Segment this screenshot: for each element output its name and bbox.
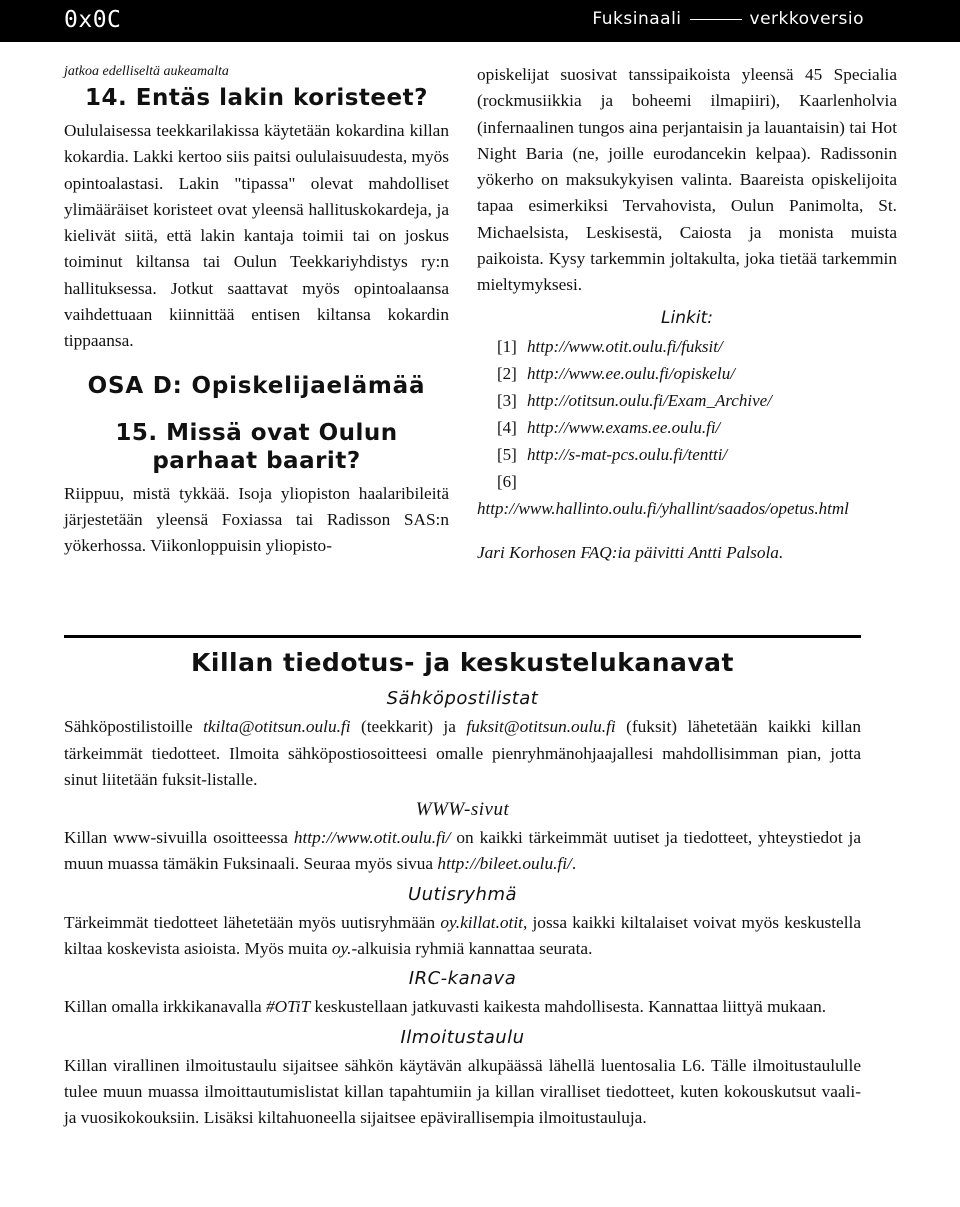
fuksi-list-address[interactable]: fuksit@otitsun.oulu.fi xyxy=(466,717,616,737)
newsgroup-heading: Uutisryhmä xyxy=(407,883,518,905)
link-url[interactable]: http://www.exams.ee.oulu.fi/ xyxy=(527,417,721,437)
newsgroup-name: oy.killat.otit xyxy=(440,912,523,932)
continued-note: jatkoa edelliseltä aukeamalta xyxy=(64,64,229,79)
irc-heading: IRC-kanava xyxy=(408,968,517,990)
www-text xyxy=(64,825,861,877)
page-number: 0x0C xyxy=(64,7,122,33)
noticeboard-text: Killan virallinen ilmoitustaulu sijaitsee sähkön käytävän alkupäässä lähellä luentosalia L6. Tälle ilmoitustaululle tulee muun muassa ilmoittautumislistat killan tapahtumiin ja killan viralliset tiedotteet, kuten kokouskutsut vaali- ja vuosikokouksiin. Lisäksi kiltahuoneella sijaitsee epävirallisempia ilmoitustauluja. xyxy=(64,1055,861,1128)
newsgroup-text xyxy=(64,910,861,962)
question-15-text: Riippuu, mistä tykkää. Isoja yliopiston haalaribileitä järjestetään yleensä Foxiassa tai Radisson SAS:n yökerhossa. Viikonloppuisin yliopisto- xyxy=(64,483,449,556)
question-15-title: 15. Missä ovat Oulun parhaat baarit? xyxy=(115,419,398,474)
guild-website-link[interactable]: http://www.otit.oulu.fi/ xyxy=(293,828,451,848)
link-url[interactable]: http://www.otit.oulu.fi/fuksit/ xyxy=(527,336,723,356)
edition-label: verkkoversio xyxy=(749,9,864,29)
party-website-link[interactable]: http://bileet.oulu.fi/ xyxy=(437,854,572,874)
answer-continuation: opiskelijat suosivat tanssipaikoista yleensä 45 Specialia (rockmusiikkia ja boheemi ilmapiiri), Kaarlenholvia (infernaalinen tungos aina perjantaisin ja lauantaisin) tai Hot Night Baria (ne, joille eurodancekin kelpaa). Radissonin yökerho on maksukykyisen valinta. Baareista opiskelijoita tapaa esimerkiksi Tervahovista, Oulun Panimolta, St. Michaelsista, Leskisestä, Caiosta ja monista muista paikoista. Kysy tarkemmin joltakulta, joka tietää tarkemmin mieltymyksesi. xyxy=(477,65,897,295)
link-item xyxy=(477,387,897,414)
link-item xyxy=(477,360,897,387)
link-url[interactable]: http://otitsun.oulu.fi/Exam_Archive/ xyxy=(527,390,772,410)
mailing-lists-text xyxy=(64,714,861,793)
irc-text-2: keskustellaan jatkuvasti kaikesta mahdollisesta. Kannattaa liittyä mukaan. xyxy=(310,997,827,1017)
section-divider xyxy=(64,635,861,638)
link-number: [2] xyxy=(497,363,517,383)
question-14-title: 14. Entäs lakin koristeet? xyxy=(85,85,428,111)
noticeboard-heading: Ilmoitustaulu xyxy=(400,1026,525,1048)
link-number: [6] xyxy=(497,471,517,491)
channels-title: Killan tiedotus- ja keskustelukanavat xyxy=(191,648,734,677)
irc-channel-name: #OTiT xyxy=(266,997,311,1017)
irc-text xyxy=(64,994,861,1020)
section-title: OSA D: Opiskelijaelämää xyxy=(87,372,426,399)
mailing-text-1: Sähköpostilistoille xyxy=(64,717,204,737)
teekkari-list-address[interactable]: tkilta@otitsun.oulu.fi xyxy=(203,717,351,737)
links-title: Linkit: xyxy=(661,307,713,328)
news-text-2: , jossa kaikki kiltalaiset voivat myös keskustella kiltaa koskevista asioista. Myös muita xyxy=(64,912,861,959)
www-text-2: on kaikki tärkeimmät uutiset ja tiedotteet, yhteystiedot ja muun muassa tämäkin Fuksinaali. Seuraa myös sivua xyxy=(64,828,861,874)
newsgroup-prefix: oy. xyxy=(331,939,352,959)
www-text-1: Killan www-sivuilla osoitteessa xyxy=(64,828,294,848)
page-header xyxy=(0,0,960,42)
link-url[interactable]: http://www.hallinto.oulu.fi/yhallint/saados/opetus.html xyxy=(477,498,849,518)
www-heading: WWW-sivut xyxy=(415,799,510,821)
link-url[interactable]: http://www.ee.oulu.fi/opiskelu/ xyxy=(527,363,735,383)
left-column xyxy=(64,62,449,560)
question-14-text: Oululaisessa teekkarilakissa käytetään kokardina killan kokardia. Lakki kertoo siis paitsi oululaisuudesta, myös opintoalastasi. Lakin "tipassa" olevat mahdolliset ylimääräiset koristeet ovat yleensä hallituskokardeja, ja kielivät siitä, että lakin kantaja toimii tai on joskus toiminut kiltansa tai Oulun Teekkariyhdistys ry:n hallituksessa. Jotkut saattavat myös opintoalaansa vaihdettuaan kiinnittää entisen kiltansa kokardin tippaansa. xyxy=(64,121,449,351)
link-number: [3] xyxy=(497,390,517,410)
link-number: [1] xyxy=(497,336,517,356)
link-item xyxy=(477,333,897,360)
mailing-text-2: (teekkarit) ja xyxy=(350,717,467,737)
right-column xyxy=(477,62,897,566)
link-number: [5] xyxy=(497,444,517,464)
mailing-text-3: (fuksit) lähetetään kaikki killan tärkeimmät tiedotteet. Ilmoita sähköpostiosoitteesi omalle pienryhmänohjaajallesi mahdollisimman pian, jotta sinut liitetään fuksit-listalle. xyxy=(64,717,861,789)
link-item xyxy=(477,468,897,522)
author-note: Jari Korhosen FAQ:ia päivitti Antti Palsola. xyxy=(477,542,784,562)
title-dash xyxy=(690,19,742,20)
news-text-1: Tärkeimmät tiedotteet lähetetään myös uutisryhmään xyxy=(64,912,441,932)
link-url[interactable]: http://s-mat-pcs.oulu.fi/tentti/ xyxy=(527,444,728,464)
news-text-3: -alkuisia ryhmiä kannattaa seurata. xyxy=(351,939,593,959)
publication-title xyxy=(592,9,864,29)
link-item xyxy=(477,414,897,441)
mailing-lists-heading: Sähköpostilistat xyxy=(386,688,539,710)
links-list xyxy=(477,333,897,522)
www-text-3: . xyxy=(571,854,577,874)
channels-section xyxy=(64,650,861,1131)
link-item xyxy=(477,441,897,468)
irc-text-1: Killan omalla irkkikanavalla xyxy=(64,997,267,1017)
link-number: [4] xyxy=(497,417,517,437)
publication-name: Fuksinaali xyxy=(592,9,682,29)
